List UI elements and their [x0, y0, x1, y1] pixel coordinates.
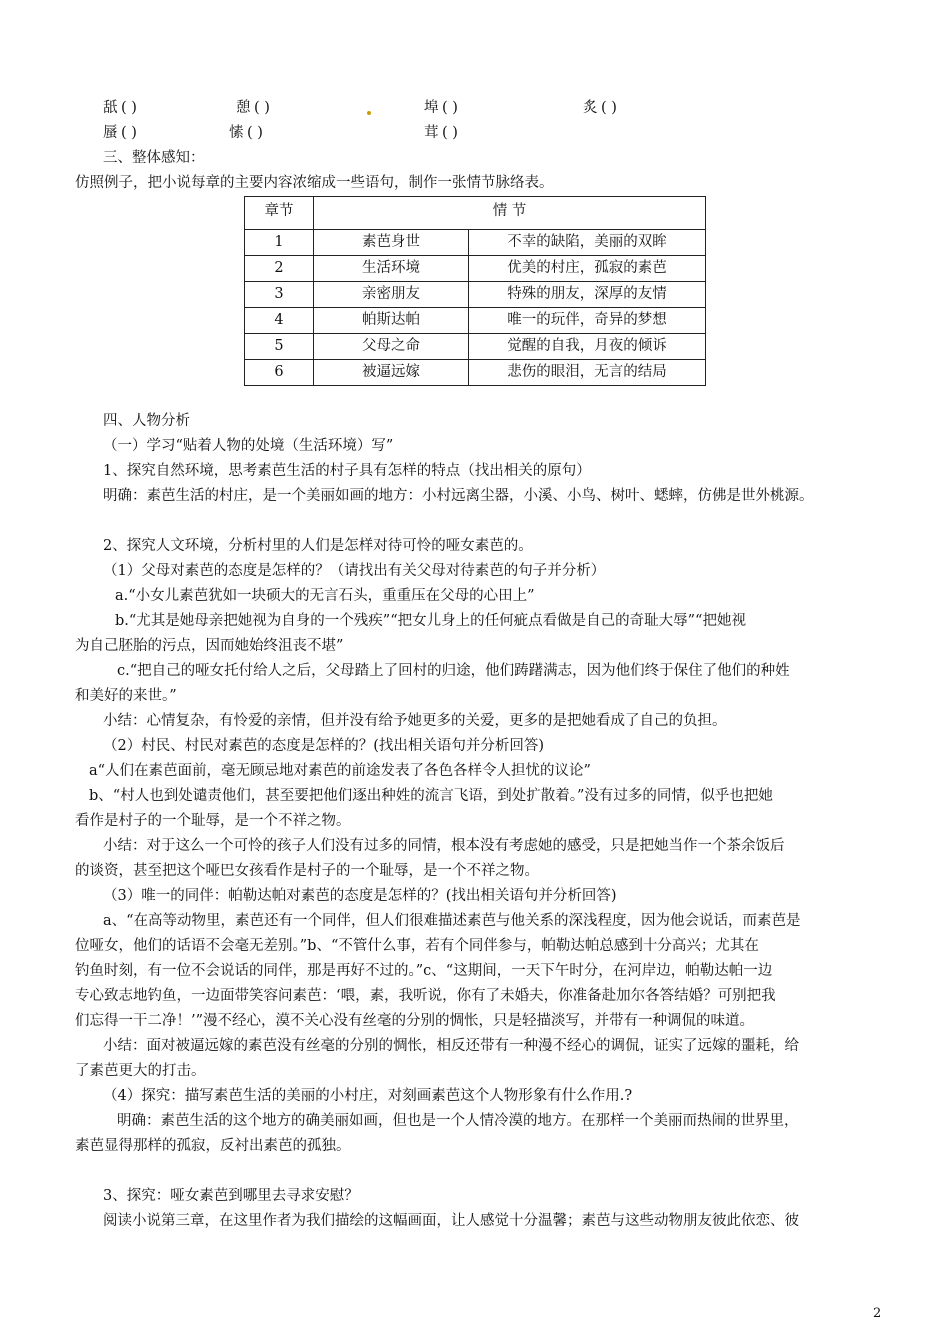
q2-3-text: （3）唯一的同伴：帕勒达帕对素芭的态度是怎样的？(找出相关语句并分析回答) — [103, 888, 617, 904]
blank-shi: ( ) — [121, 100, 137, 116]
table-cell-title: 素芭身世 — [314, 230, 469, 256]
section4-sub1: （一）学习“贴着人物的处境（生活环境）写” — [103, 438, 394, 454]
table-cell-title: 生活环境 — [314, 256, 469, 282]
blank-shen: ( ) — [121, 125, 137, 141]
q2-1c-line1: c.“把自己的哑女托付给人之后，父母踏上了回村的归途，他们踌躇满志，因为他们终于保住了他们的种姓 — [117, 663, 790, 679]
blank-zhi: ( ) — [601, 100, 617, 116]
blank-qi: ( ) — [254, 100, 270, 116]
decorative-dot — [367, 111, 371, 115]
table-cell-no: 2 — [245, 256, 314, 282]
table-row — [245, 282, 706, 308]
q2-3-line3: 钓鱼时刻，有一位不会说话的同伴，那是再好不过的。”c、“这期间，一天下午时分，在河岸边，帕勒达帕一边 — [75, 963, 773, 979]
table-row — [245, 230, 706, 256]
q2-3-summary-line1: 小结：面对被逼远嫁的素芭没有丝毫的分别的惆怅，相反还带有一种漫不经心的调侃，证实了远嫁的噩耗，给 — [103, 1038, 799, 1054]
q2-1c-line2: 和美好的来世。” — [75, 688, 177, 704]
table-cell-title: 被逼远嫁 — [314, 360, 469, 386]
table-cell-title: 帕斯达帕 — [314, 308, 469, 334]
table-header-chapter: 章节 — [245, 197, 314, 230]
table-cell-summary: 觉醒的自我，月夜的倾诉 — [469, 334, 706, 360]
q2-2-summary-line1: 小结：对于这么一个可怜的孩子人们没有过多的同情，根本没有考虑她的感受，只是把她当作一个茶余饭后 — [103, 838, 785, 854]
char-su: 愫 — [229, 125, 244, 141]
q2-4-text: （4）探究：描写素芭生活的美丽的小村庄，对刻画素芭这个人物形象有什么作用.? — [103, 1088, 633, 1104]
section3-instruction: 仿照例子，把小说每章的主要内容浓缩成一些语句，制作一张情节脉络表。 — [75, 175, 554, 191]
table-cell-summary: 不幸的缺陷，美丽的双眸 — [469, 230, 706, 256]
q2-2a-text: a“人们在素芭面前，毫无顾忌地对素芭的前途发表了各色各样令人担忧的议论” — [89, 763, 591, 779]
blank-su: ( ) — [247, 125, 263, 141]
table-cell-no: 3 — [245, 282, 314, 308]
q2-1-text: （1）父母对素芭的态度是怎样的？（请找出有关父母对待素芭的句子并分析） — [103, 563, 606, 579]
table-cell-title: 父母之命 — [314, 334, 469, 360]
char-bu: 埠 — [424, 100, 439, 116]
table-row — [245, 256, 706, 282]
table-cell-no: 5 — [245, 334, 314, 360]
section4-heading: 四、人物分析 — [103, 413, 190, 429]
q2-3-line5: 们忘得一干二净！’”漫不经心，漠不关心没有丝毫的分别的惆怅，只是轻描淡写，并带有一种调侃的味道。 — [75, 1013, 755, 1029]
page-number: 2 — [873, 1306, 882, 1321]
q2-2b-line1: b、“村人也到处谴责他们，甚至要把他们逐出种姓的流言飞语，到处扩散着。”没有过多的同情，似乎也把她 — [89, 788, 773, 804]
q2-3-line4: 专心致志地钓鱼，一边面带笑容问素芭：‘喂，素，我听说，你有了未婚夫，你准备赴加尔各答结婚？可别把我 — [75, 988, 776, 1004]
q2-4-answer-line1: 明确：素芭生活的这个地方的确美丽如画，但也是一个人情冷漠的地方。在那样一个美丽而热闹的世界里， — [117, 1113, 799, 1129]
char-shi: 舐 — [103, 100, 118, 116]
table-header-plot: 情 节 — [314, 197, 706, 230]
section3-heading: 三、整体感知： — [103, 150, 205, 166]
table-cell-no: 6 — [245, 360, 314, 386]
q2-2-text: （2）村民、村民对素芭的态度是怎样的？(找出相关语句并分析回答) — [103, 738, 545, 754]
table-row — [245, 360, 706, 386]
char-zhi: 炙 — [583, 100, 598, 116]
q3-line1: 阅读小说第三章，在这里作者为我们描绘的这幅画面，让人感觉十分温馨；素芭与这些动物朋友彼此依恋、彼 — [103, 1213, 799, 1229]
table-header-row — [245, 197, 706, 230]
q2-2-summary-line2: 的谈资，甚至把这个哑巴女孩看作是村子的一个耻辱，是一个不祥之物。 — [75, 863, 539, 879]
q2-1-summary: 小结：心情复杂，有怜爱的亲情，但并没有给予她更多的关爱，更多的是把她看成了自己的负担。 — [103, 713, 727, 729]
table-cell-no: 1 — [245, 230, 314, 256]
q2-4-answer-line2: 素芭显得那样的孤寂，反衬出素芭的孤独。 — [75, 1138, 351, 1154]
q2-3-line2: 位哑女，他们的话语不会毫无差别。”b、“不管什么事，若有个同伴参与，帕勒达帕总感到十分高兴；尤其在 — [75, 938, 759, 954]
q2-2b-line2: 看作是村子的一个耻辱，是一个不祥之物。 — [75, 813, 351, 829]
table-cell-title: 亲密朋友 — [314, 282, 469, 308]
table-cell-summary: 唯一的玩伴，奇异的梦想 — [469, 308, 706, 334]
q2-text: 2、探究人文环境，分析村里的人们是怎样对待可怜的哑女素芭的。 — [103, 538, 533, 554]
char-shen: 蜃 — [103, 125, 118, 141]
blank-rong: ( ) — [442, 125, 458, 141]
table-cell-no: 4 — [245, 308, 314, 334]
plot-table — [244, 196, 706, 386]
blank-bu: ( ) — [442, 100, 458, 116]
table-cell-summary: 悲伤的眼泪，无言的结局 — [469, 360, 706, 386]
char-qi: 憩 — [236, 100, 251, 116]
table-cell-summary: 特殊的朋友，深厚的友情 — [469, 282, 706, 308]
table-cell-summary: 优美的村庄，孤寂的素芭 — [469, 256, 706, 282]
char-rong: 茸 — [424, 125, 439, 141]
q2-3-summary-line2: 了素芭更大的打击。 — [75, 1063, 206, 1079]
table-row — [245, 308, 706, 334]
q1-text: 1、探究自然环境，思考素芭生活的村子具有怎样的特点（找出相关的原句） — [103, 463, 591, 479]
q2-1b-line2: 为自己胚胎的污点，因而她始终沮丧不堪” — [75, 638, 344, 654]
q2-3-line1: a、“在高等动物里，素芭还有一个同伴，但人们很难描述素芭与他关系的深浅程度，因为他会说话，而素芭是 — [103, 913, 801, 929]
table-row — [245, 334, 706, 360]
q2-1b-line1: b.“尤其是她母亲把她视为自身的一个残疾”“把女儿身上的任何疵点看做是自己的奇耻大辱”“把她视 — [115, 613, 746, 629]
q3-text: 3、探究：哑女素芭到哪里去寻求安慰？ — [103, 1188, 359, 1204]
q2-1a-text: a.“小女儿素芭犹如一块硕大的无言石头，重重压在父母的心田上” — [115, 588, 535, 604]
a1-text: 明确：素芭生活的村庄，是一个美丽如画的地方：小村远离尘器，小溪、小鸟、树叶、蟋蟀，仿佛是世外桃源。 — [103, 488, 814, 504]
